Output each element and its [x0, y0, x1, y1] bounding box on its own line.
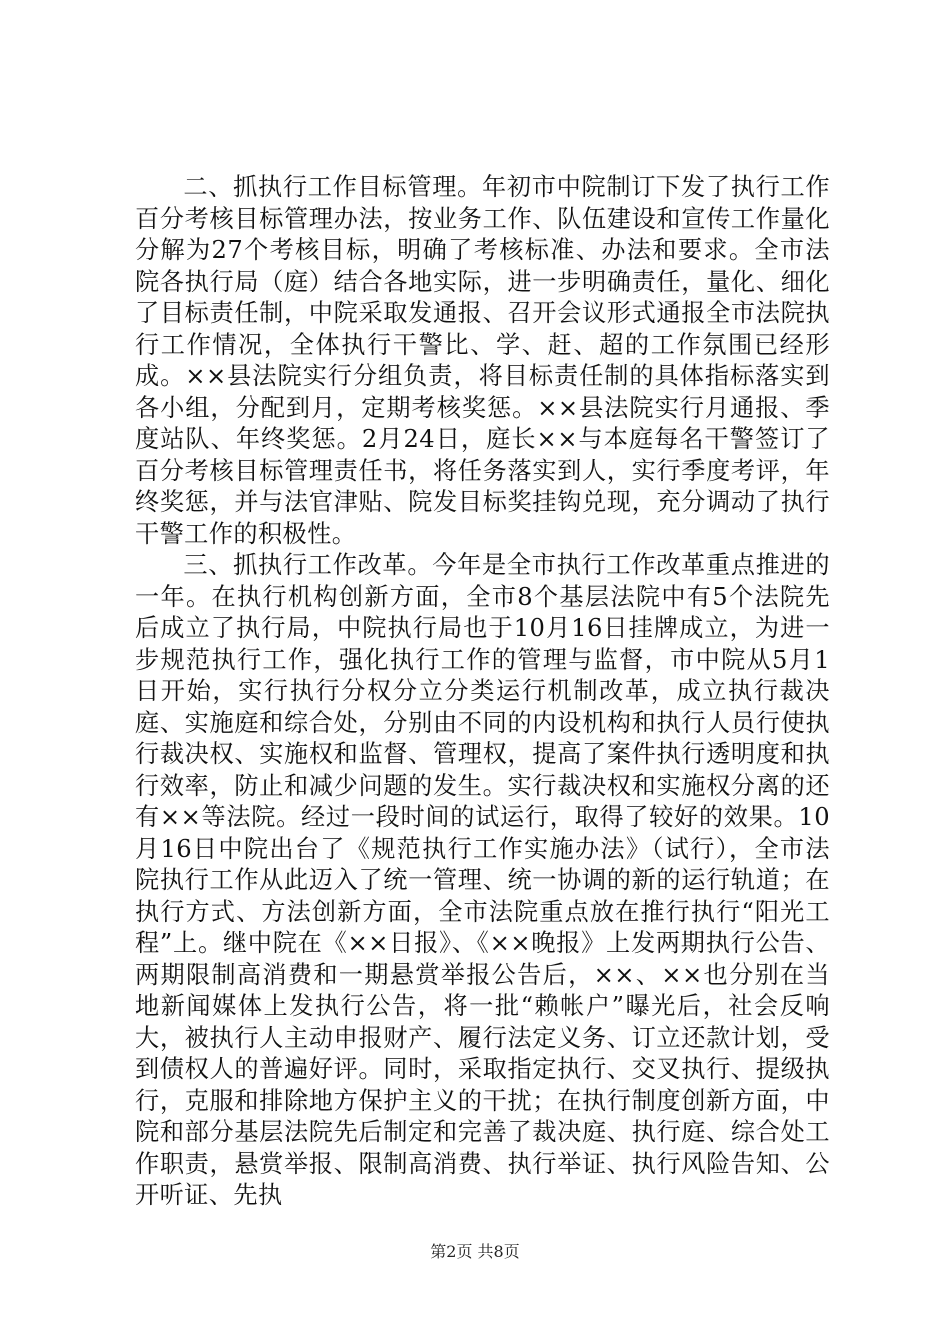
- document-body: [135, 172, 830, 1212]
- paragraph-execution-target-management: 二、抓执行工作目标管理。年初市中院制订下发了执行工作百分考核目标管理办法，按业务工作、队伍建设和宣传工作量化分解为27个考核目标，明确了考核标准、办法和要求。全市法院各执行局（庭）结合各地实际，进一步明确责任，量化、细化了目标责任制，中院采取发通报、召开会议形式通报全市法院执行工作情况，全体执行干警比、学、赶、超的工作氛围已经形成。××县法院实行分组负责，将目标责任制的具体指标落实到各小组，分配到月，定期考核奖惩。××县法院实行月通报、季度站队、年终奖惩。2月24日，庭长××与本庭每名干警签订了百分考核目标管理责任书，将任务落实到人，实行季度考评，年终奖惩，并与法官津贴、院发目标奖挂钩兑现，充分调动了执行干警工作的积极性。: [135, 173, 830, 548]
- paragraph-execution-reform: 三、抓执行工作改革。今年是全市执行工作改革重点推进的一年。在执行机构创新方面，全市8个基层法院中有5个法院先后成立了执行局，中院执行局也于10月16日挂牌成立，为进一步规范执行工作，强化执行工作的管理与监督，市中院从5月1日开始，实行执行分权分立分类运行机制改革，成立执行裁决庭、实施庭和综合处，分别由不同的内设机构和执行人员行使执行裁决权、实施权和监督、管理权，提高了案件执行透明度和执行效率，防止和减少问题的发生。实行裁决权和实施权分离的还有××等法院。经过一段时间的试运行，取得了较好的效果。10月16日中院出台了《规范执行工作实施办法》（试行），全市法院执行工作从此迈入了统一管理、统一协调的新的运行轨道；在执行方式、方法创新方面，全市法院重点放在推行执行“阳光工程”上。继中院在《××日报》、《××晚报》上发两期执行公告、两期限制高消费和一期悬赏举报公告后，××、××也分别在当地新闻媒体上发执行公告，将一批“赖帐户”曝光后，社会反响大，被执行人主动申报财产、履行法定义务、订立还款计划，受到债权人的普遍好评。同时，采取指定执行、交叉执行、提级执行，克服和排除地方保护主义的干扰；在执行制度创新方面，中院和部分基层法院先后制定和完善了裁决庭、执行庭、综合处工作职责，悬赏举报、限制高消费、执行举证、执行风险告知、公开听证、先执: [135, 551, 830, 1209]
- page-footer: 第2页 共8页: [430, 1242, 520, 1261]
